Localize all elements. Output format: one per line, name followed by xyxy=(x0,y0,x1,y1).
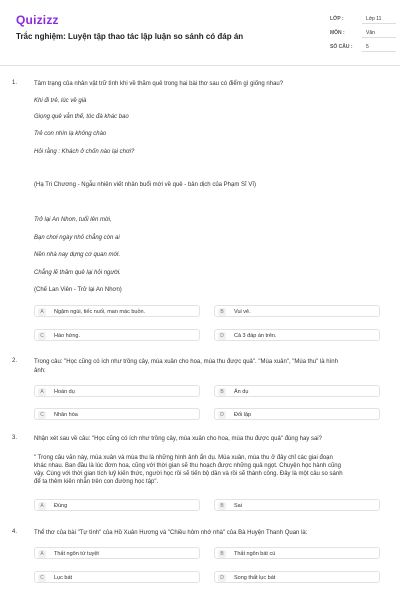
quizizz-logo[interactable]: Quizizz xyxy=(16,13,59,27)
poem-line: Bạn chơi ngày nhỏ chẳng còn ai xyxy=(34,235,120,241)
option-letter: A xyxy=(38,308,46,316)
option-text: Thất ngôn tứ tuyệt xyxy=(54,550,99,557)
option-text: Cả 3 đáp án trên. xyxy=(234,332,277,339)
option-text: Ẩn dụ xyxy=(234,388,249,395)
poem-line: Chẳng lẽ thăm quê lại hỏi người. xyxy=(34,270,121,276)
option-text: Nhân hóa xyxy=(54,411,78,418)
option-text: Lục bát xyxy=(54,574,73,581)
option-text: Song thất lục bát xyxy=(234,574,276,581)
option-letter: C xyxy=(38,574,46,582)
option-letter: B xyxy=(218,388,226,396)
answer-option[interactable] xyxy=(34,571,200,583)
option-letter: A xyxy=(38,388,46,396)
poem-source: (Chế Lan Viên - Trở lại An Nhơn) xyxy=(34,287,122,293)
answer-option[interactable] xyxy=(34,329,200,341)
question-number: 2. xyxy=(12,358,18,364)
option-letter: B xyxy=(218,502,226,510)
quote-line: để ta thêm kiên nhẫn trên con đường học tập". xyxy=(34,479,159,485)
option-text: Thất ngôn bát cú xyxy=(234,550,276,557)
option-letter: C xyxy=(38,411,46,419)
answer-option[interactable] xyxy=(214,305,380,317)
subject-value: Văn xyxy=(362,30,396,38)
poem-line: Khi đi trẻ, lúc về già xyxy=(34,98,87,104)
poem-line: Hỏi rằng : Khách ở chốn nào lại chơi? xyxy=(34,149,135,155)
page-title: Trắc nghiệm: Luyện tập thao tác lập luận so sánh có đáp án xyxy=(16,32,244,41)
class-row xyxy=(330,16,390,26)
count-value: 5 xyxy=(362,44,396,52)
header-divider xyxy=(0,65,400,66)
poem-line: Trở lại An Nhơn, tuổi lên mời, xyxy=(34,217,112,223)
option-text: Đối lập xyxy=(234,411,252,418)
answer-option[interactable] xyxy=(34,408,200,420)
answer-option[interactable] xyxy=(34,305,200,317)
option-letter: D xyxy=(218,411,226,419)
option-letter: D xyxy=(218,332,226,340)
option-letter: A xyxy=(38,502,46,510)
option-text: Sai xyxy=(234,502,242,509)
option-letter: C xyxy=(38,332,46,340)
header xyxy=(0,0,400,66)
option-text: Háo hứng. xyxy=(54,332,81,339)
question-prompt-cont: ảnh: xyxy=(34,368,46,374)
subject-label: MÔN : xyxy=(330,30,345,36)
option-text: Đúng xyxy=(54,502,68,509)
answer-option[interactable] xyxy=(34,547,200,559)
question-prompt: Tâm trạng của nhân vật trữ tình khi về thăm quê trong hai bài thơ sau có điểm gì giống nhau? xyxy=(34,81,284,87)
answer-option[interactable] xyxy=(214,571,380,583)
quote-line: khác nhau. Ban đầu là lúc đơm hoa, cũng với thời gian sẽ thu hoạch được những quả ngọt. Chuyện học hành cũng xyxy=(34,463,341,469)
question-number: 3. xyxy=(12,435,18,441)
answer-option[interactable] xyxy=(214,408,380,420)
poem-source: (Hạ Tri Chương - Ngẫu nhiên viết nhân buổi mới về quê - bản dịch của Phạm Sĩ Vĩ) xyxy=(34,182,256,188)
class-value: Lớp 11 xyxy=(362,16,396,24)
option-letter: A xyxy=(38,550,46,558)
class-label: LỚP : xyxy=(330,16,344,22)
answer-option[interactable] xyxy=(214,499,380,511)
option-text: Hoán dụ xyxy=(54,388,75,395)
poem-line: Trẻ con nhìn lạ không chào xyxy=(34,131,107,137)
answer-option[interactable] xyxy=(34,499,200,511)
answer-option[interactable] xyxy=(214,385,380,397)
option-letter: B xyxy=(218,550,226,558)
count-label: SỐ CÂU : xyxy=(330,44,353,50)
count-row xyxy=(330,44,390,54)
question-number: 1. xyxy=(12,80,18,86)
quote-line: vậy. Cùng với thời gian tích luỹ kiến thức, người học rồi sẽ tiến bộ dần và rồi sẽ thành công. Đây là một câu so sánh xyxy=(34,471,343,477)
subject-row xyxy=(330,30,390,40)
option-letter: B xyxy=(218,308,226,316)
question-prompt: Trong câu: "Học cũng có ích như trồng cây, mùa xuân cho hoa, mùa thu được quả". "Mùa xuân", "Mùa thu" là hình xyxy=(34,359,338,365)
poem-line: Nền nhà nay dựng cơ quan mới. xyxy=(34,252,121,258)
question-prompt: Nhận xét sau về câu: "Học cũng có ích như trồng cây, mùa xuân cho hoa, mùa thu được quả" đúng hay sai? xyxy=(34,436,322,442)
quote-line: " Trong câu văn này, mùa xuân và mùa thu là những hình ảnh ẩn dụ. Mùa xuân, mùa thu ở đây chỉ các giai đoạn xyxy=(34,455,333,461)
option-text: Ngậm ngùi, tiếc nuối, man mác buồn. xyxy=(54,308,146,315)
poem-line: Giọng quê vẫn thế, tóc đà khác bao xyxy=(34,114,129,120)
question-number: 4. xyxy=(12,529,18,535)
answer-option[interactable] xyxy=(214,329,380,341)
option-letter: D xyxy=(218,574,226,582)
question-prompt: Thể thơ của bài "Tự tình" của Hồ Xuân Hương và "Chiều hôm nhớ nhà" của Bà Huyện Thanh Quan là: xyxy=(34,530,308,536)
answer-option[interactable] xyxy=(214,547,380,559)
option-text: Vui vẻ. xyxy=(234,308,251,315)
answer-option[interactable] xyxy=(34,385,200,397)
